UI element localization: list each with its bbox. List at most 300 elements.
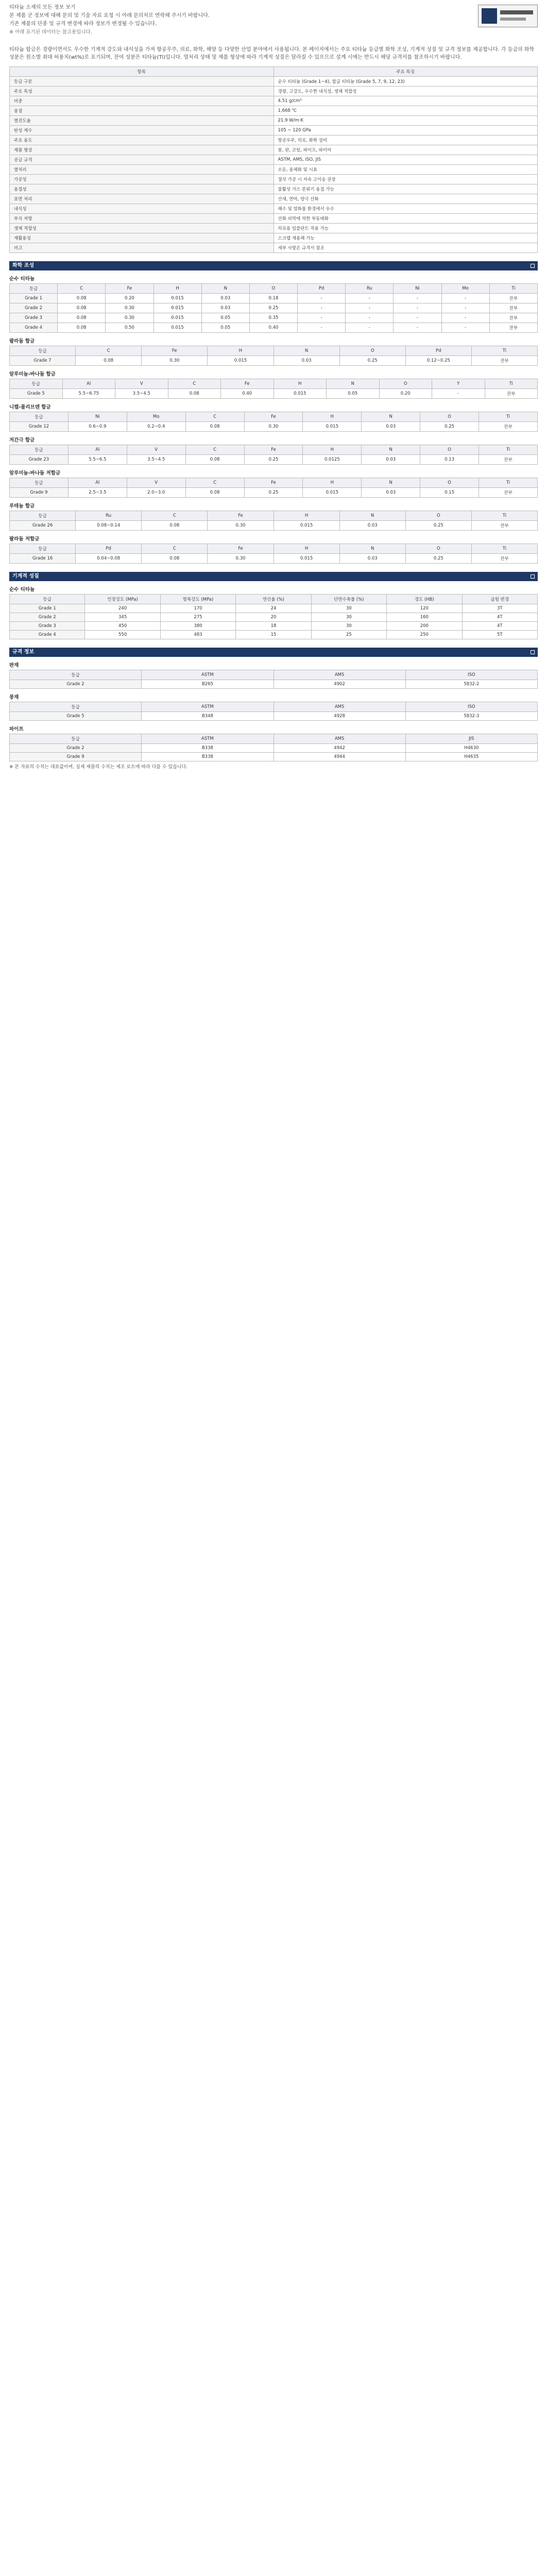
data-table xyxy=(9,283,538,333)
table-cell: 25 xyxy=(311,631,386,639)
column-header: V xyxy=(115,379,168,389)
table-header-row xyxy=(10,478,538,488)
data-table xyxy=(9,544,538,564)
column-header: N xyxy=(362,412,420,422)
table-cell: 0.015 xyxy=(153,323,201,333)
info-row xyxy=(10,184,538,194)
column-header: Fe xyxy=(142,346,208,356)
table-row xyxy=(10,303,538,313)
table-cell: 5.5~6.75 xyxy=(62,389,115,399)
column-header: H xyxy=(303,445,362,455)
info-key: 공급 규격 xyxy=(10,155,274,165)
column-header: N xyxy=(362,445,420,455)
column-header: Ni xyxy=(394,284,441,294)
column-header: Al xyxy=(68,445,127,455)
table-row xyxy=(10,712,538,721)
table-cell: Grade 9 xyxy=(10,488,69,498)
table-cell: Grade 4 xyxy=(10,631,85,639)
table-cell: 380 xyxy=(160,622,235,631)
column-header: C xyxy=(142,544,208,554)
table-row xyxy=(10,313,538,323)
table-cell: 240 xyxy=(85,604,160,613)
table-cell: 2.0~3.0 xyxy=(127,488,185,498)
column-header: Pd xyxy=(298,284,346,294)
table-cell: 250 xyxy=(387,631,462,639)
column-header: AMS xyxy=(274,670,405,680)
section-title: 기계적 성질 xyxy=(12,573,39,579)
table-cell: - xyxy=(394,303,441,313)
table-header-row xyxy=(10,445,538,455)
info-row xyxy=(10,224,538,233)
table-cell: 0.015 xyxy=(153,294,201,303)
subsection-title: 니켈-몰리브덴 합금 xyxy=(9,404,51,410)
column-header: C xyxy=(142,511,208,521)
column-header: C xyxy=(168,379,221,389)
intro-line-3: 기존 제품의 단종 및 규격 변경에 따라 정보가 변경될 수 있습니다. xyxy=(9,21,157,27)
column-header: H xyxy=(153,284,201,294)
table-cell: 0.20 xyxy=(379,389,432,399)
data-table xyxy=(9,670,538,689)
column-header: H xyxy=(303,478,362,488)
table-cell: - xyxy=(432,389,485,399)
subsection-title: 알루미늄-바나듐 저합금 xyxy=(9,470,61,476)
table-cell: 0.25 xyxy=(339,356,405,366)
info-key: 열처리 xyxy=(10,165,274,175)
table-cell: - xyxy=(298,323,346,333)
column-header: 등급 xyxy=(10,670,142,680)
subsection-title: 팔라듐 저합금 xyxy=(9,536,40,542)
table-cell: 0.08 xyxy=(142,521,208,531)
column-header: 등급 xyxy=(10,346,76,356)
column-header: 등급 xyxy=(10,284,58,294)
table-row xyxy=(10,294,538,303)
info-key: 비중 xyxy=(10,96,274,106)
column-header: O xyxy=(420,445,479,455)
table-cell: Grade 12 xyxy=(10,422,69,432)
info-value: 21.9 W/m·K xyxy=(274,116,538,126)
table-cell: 0.08 xyxy=(58,294,106,303)
table-cell: 잔부 xyxy=(489,303,537,313)
table-cell: 2.5~3.5 xyxy=(68,488,127,498)
intro-sub: ※ 아래 표기된 데이터는 참고용입니다. xyxy=(9,29,92,35)
table-cell: 잔부 xyxy=(479,455,538,465)
table-cell: 0.015 xyxy=(153,303,201,313)
column-header: Ti xyxy=(479,478,538,488)
info-row xyxy=(10,165,538,175)
table-cell: - xyxy=(346,323,394,333)
section-header[interactable] xyxy=(9,572,538,581)
column-header: Fe xyxy=(244,412,303,422)
intro-line-1: 티타늄 소재의 모든 정보 보기 xyxy=(9,5,76,10)
table-cell: 4944 xyxy=(274,753,405,761)
table-cell: Grade 26 xyxy=(10,521,76,531)
info-key: 부식 저항 xyxy=(10,214,274,224)
table-row xyxy=(10,604,538,613)
section-header[interactable] xyxy=(9,648,538,657)
section xyxy=(9,572,538,639)
table-row xyxy=(10,680,538,689)
table-cell: 0.6~0.9 xyxy=(68,422,127,432)
table-row xyxy=(10,521,538,531)
table-header-row xyxy=(10,670,538,680)
table-cell: Grade 3 xyxy=(10,622,85,631)
column-header: Ti xyxy=(471,511,537,521)
data-table xyxy=(9,734,538,761)
table-cell: - xyxy=(441,313,489,323)
table-cell: 0.03 xyxy=(362,455,420,465)
info-key: 주요 용도 xyxy=(10,135,274,145)
table-cell: Grade 7 xyxy=(10,356,76,366)
collapse-icon[interactable] xyxy=(531,650,535,654)
section-header[interactable] xyxy=(9,261,538,270)
table-cell: 0.05 xyxy=(327,389,380,399)
table-cell: 0.08 xyxy=(185,455,244,465)
table-cell: 3.5~4.5 xyxy=(115,389,168,399)
table-cell: 0.03 xyxy=(201,303,249,313)
table-cell: 170 xyxy=(160,604,235,613)
table-cell: - xyxy=(441,294,489,303)
table-cell: Grade 16 xyxy=(10,554,76,564)
column-header: 항복강도 (MPa) xyxy=(160,595,235,604)
info-value: 스크랩 재용해 가능 xyxy=(274,233,538,243)
table-cell: 4942 xyxy=(274,744,405,753)
info-value: 의료용 임플란트 적용 가능 xyxy=(274,224,538,233)
info-row xyxy=(10,175,538,184)
table-cell: B265 xyxy=(142,680,274,689)
table-cell: 잔부 xyxy=(489,323,537,333)
column-header: Fe xyxy=(244,478,303,488)
column-header: Ti xyxy=(471,346,537,356)
info-row xyxy=(10,204,538,214)
info-value: 절삭 가공 시 저속 고이송 권장 xyxy=(274,175,538,184)
table-cell: 0.015 xyxy=(274,554,339,564)
table-cell: Grade 2 xyxy=(10,303,58,313)
info-value: 봉, 판, 코일, 파이프, 와이어 xyxy=(274,145,538,155)
table-cell: 0.03 xyxy=(339,521,405,531)
info-value: 산화 피막에 의한 부동태화 xyxy=(274,214,538,224)
table-cell: 0.25 xyxy=(244,455,303,465)
table-cell: 200 xyxy=(387,622,462,631)
sections xyxy=(9,261,538,761)
table-cell: 483 xyxy=(160,631,235,639)
table-cell: 0.0125 xyxy=(303,455,362,465)
table-cell: Grade 5 xyxy=(10,712,142,721)
table-cell: 0.03 xyxy=(362,488,420,498)
table-cell: 0.20 xyxy=(106,294,153,303)
info-row xyxy=(10,96,538,106)
data-table xyxy=(9,702,538,721)
table-row xyxy=(10,422,538,432)
info-key: 가공성 xyxy=(10,175,274,184)
column-header: Ti xyxy=(489,284,537,294)
column-header: AMS xyxy=(274,734,405,744)
column-header: JIS xyxy=(405,734,537,744)
column-header: 등급 xyxy=(10,379,63,389)
column-header: AMS xyxy=(274,702,405,712)
table-cell: - xyxy=(346,294,394,303)
data-table xyxy=(9,412,538,432)
column-header: ASTM xyxy=(142,670,274,680)
table-cell: 0.08 xyxy=(58,303,106,313)
table-row xyxy=(10,613,538,622)
table-cell: 5.5~6.5 xyxy=(68,455,127,465)
column-header: Mo xyxy=(127,412,185,422)
column-header: ASTM xyxy=(142,734,274,744)
column-header: N xyxy=(339,544,405,554)
table-cell: 0.30 xyxy=(106,313,153,323)
info-value: 105 ~ 120 GPa xyxy=(274,126,538,135)
info-value: 4.51 g/cm³ xyxy=(274,96,538,106)
table-cell: - xyxy=(441,323,489,333)
column-header: O xyxy=(249,284,297,294)
column-header: H xyxy=(274,544,339,554)
table-cell: 0.12~0.25 xyxy=(405,356,471,366)
column-header: Ti xyxy=(479,412,538,422)
info-value: 세부 사항은 규격서 참조 xyxy=(274,243,538,253)
section xyxy=(9,648,538,761)
table-header-row xyxy=(10,284,538,294)
info-value: 1,668 ℃ xyxy=(274,106,538,116)
table-cell: H4630 xyxy=(405,744,537,753)
data-table xyxy=(9,346,538,366)
info-value: 순수 티타늄 (Grade 1~4), 합금 티타늄 (Grade 5, 7, 9, 12, 23) xyxy=(274,77,538,87)
table-cell: 0.08 xyxy=(168,389,221,399)
info-row xyxy=(10,77,538,87)
info-key: 탄성 계수 xyxy=(10,126,274,135)
info-row xyxy=(10,145,538,155)
subsection-title: 순수 티타늄 xyxy=(9,276,35,282)
info-key: 열전도율 xyxy=(10,116,274,126)
column-header: 단면수축률 (%) xyxy=(311,595,386,604)
table-header-row xyxy=(10,379,538,389)
column-header: O xyxy=(405,544,471,554)
column-header: N xyxy=(362,478,420,488)
info-value: 불활성 가스 분위기 용접 가능 xyxy=(274,184,538,194)
table-cell: 0.03 xyxy=(339,554,405,564)
table-cell: H4635 xyxy=(405,753,537,761)
table-cell: 0.015 xyxy=(274,521,339,531)
info-key: 내식성 xyxy=(10,204,274,214)
column-header: H xyxy=(303,412,362,422)
column-header: 연신율 (%) xyxy=(236,595,311,604)
data-table xyxy=(9,594,538,639)
table-cell: 18 xyxy=(236,622,311,631)
table-cell: 0.015 xyxy=(303,488,362,498)
table-cell: 0.015 xyxy=(274,389,327,399)
collapse-icon[interactable] xyxy=(531,264,535,268)
column-header: C xyxy=(58,284,106,294)
table-row xyxy=(10,622,538,631)
info-key: 용접성 xyxy=(10,184,274,194)
table-cell: 0.08 xyxy=(185,422,244,432)
table-cell: B348 xyxy=(142,712,274,721)
table-cell: 450 xyxy=(85,622,160,631)
table-cell: 0.08 xyxy=(76,356,142,366)
table-cell: 0.05 xyxy=(201,323,249,333)
section xyxy=(9,261,538,564)
table-cell: 0.015 xyxy=(208,356,274,366)
table-cell: - xyxy=(346,303,394,313)
info-key: 주요 특성 xyxy=(10,87,274,96)
info-value: 항공우주, 의료, 화학 설비 xyxy=(274,135,538,145)
table-cell: 잔부 xyxy=(471,356,537,366)
table-cell: 0.015 xyxy=(303,422,362,432)
table-cell: 4928 xyxy=(274,712,405,721)
column-header: Fe xyxy=(208,544,274,554)
column-header: Ru xyxy=(76,511,142,521)
column-header: O xyxy=(339,346,405,356)
table-cell: Grade 2 xyxy=(10,680,142,689)
table-cell: 0.08 xyxy=(142,554,208,564)
table-row xyxy=(10,356,538,366)
table-cell: - xyxy=(441,303,489,313)
table-row xyxy=(10,488,538,498)
table-cell: 0.13 xyxy=(420,455,479,465)
section-title: 규격 정보 xyxy=(12,649,35,655)
info-row xyxy=(10,214,538,224)
table-row xyxy=(10,389,538,399)
data-table xyxy=(9,445,538,465)
table-cell: 0.25 xyxy=(405,554,471,564)
column-header: C xyxy=(185,445,244,455)
column-header: 경도 (HB) xyxy=(387,595,462,604)
table-cell: 0.25 xyxy=(249,303,297,313)
column-header: ASTM xyxy=(142,702,274,712)
info-key: 등급 구분 xyxy=(10,77,274,87)
table-row xyxy=(10,744,538,753)
column-header: O xyxy=(379,379,432,389)
table-cell: 3T xyxy=(462,604,537,613)
column-header: Pd xyxy=(405,346,471,356)
column-header: O xyxy=(420,412,479,422)
footer-note: ※ 본 자료의 수치는 대표값이며, 실제 제품의 수치는 제조 로트에 따라 다를 수 있습니다. xyxy=(9,765,188,770)
table-cell: Grade 23 xyxy=(10,455,69,465)
table-row xyxy=(10,554,538,564)
table-row xyxy=(10,323,538,333)
column-header: 등급 xyxy=(10,734,142,744)
table-cell: - xyxy=(346,313,394,323)
column-header: O xyxy=(405,511,471,521)
table-cell: 5832-2 xyxy=(405,680,537,689)
table-cell: 0.04~0.08 xyxy=(76,554,142,564)
table-cell: 0.08 xyxy=(58,323,106,333)
column-header: O xyxy=(420,478,479,488)
company-logo xyxy=(478,5,538,27)
data-table xyxy=(9,478,538,498)
section-title: 화학 조성 xyxy=(12,263,35,268)
table-cell: B338 xyxy=(142,753,274,761)
table-cell: 30 xyxy=(311,622,386,631)
subsection-title: 판재 xyxy=(9,663,19,668)
table-cell: - xyxy=(298,294,346,303)
subsection-title: 루테늄 합금 xyxy=(9,503,35,509)
subsection-title: 파이프 xyxy=(9,726,24,732)
collapse-icon[interactable] xyxy=(531,574,535,579)
column-header: 등급 xyxy=(10,544,76,554)
subsection-title: 저간극 합금 xyxy=(9,437,35,443)
table-cell: 잔부 xyxy=(471,521,537,531)
column-header: N xyxy=(327,379,380,389)
table-cell: 잔부 xyxy=(489,294,537,303)
info-row xyxy=(10,87,538,96)
column-header: Al xyxy=(68,478,127,488)
info-key: 재활용성 xyxy=(10,233,274,243)
table-cell: 0.30 xyxy=(208,521,274,531)
info-value: 주요 특징 xyxy=(274,67,538,77)
column-header: V xyxy=(127,478,185,488)
table-cell: Grade 1 xyxy=(10,294,58,303)
page xyxy=(0,0,547,781)
table-cell: 0.15 xyxy=(420,488,479,498)
column-header: Pd xyxy=(76,544,142,554)
column-header: 등급 xyxy=(10,445,69,455)
info-value: 해수 및 염화물 환경에서 우수 xyxy=(274,204,538,214)
column-header: Al xyxy=(62,379,115,389)
column-header: N xyxy=(274,346,339,356)
info-key: 제품 형상 xyxy=(10,145,274,155)
table-cell: 4T xyxy=(462,613,537,622)
table-cell: 345 xyxy=(85,613,160,622)
subsection-title: 순수 티타늄 xyxy=(9,587,35,592)
column-header: 굽힘 반경 xyxy=(462,595,537,604)
table-cell: 15 xyxy=(236,631,311,639)
subsection-title: 팔라듐 합금 xyxy=(9,338,35,344)
table-cell: 잔부 xyxy=(485,389,538,399)
table-cell: Grade 5 xyxy=(10,389,63,399)
table-cell: Grade 3 xyxy=(10,313,58,323)
column-header: 등급 xyxy=(10,478,69,488)
column-header: C xyxy=(185,412,244,422)
column-header: 인장강도 (MPa) xyxy=(85,595,160,604)
info-value: 경량, 고강도, 우수한 내식성, 생체 적합성 xyxy=(274,87,538,96)
column-header: H xyxy=(274,379,327,389)
table-cell: 0.015 xyxy=(153,313,201,323)
column-header: H xyxy=(274,511,339,521)
table-cell: Grade 2 xyxy=(10,744,142,753)
info-row xyxy=(10,243,538,253)
table-cell: 0.40 xyxy=(221,389,274,399)
table-header-row xyxy=(10,734,538,744)
table-row xyxy=(10,753,538,761)
table-cell: 0.03 xyxy=(201,294,249,303)
column-header: 등급 xyxy=(10,412,69,422)
table-cell: Grade 4 xyxy=(10,323,58,333)
column-header: Fe xyxy=(244,445,303,455)
table-cell: 0.05 xyxy=(201,313,249,323)
info-row xyxy=(10,106,538,116)
data-table xyxy=(9,379,538,399)
table-cell: B338 xyxy=(142,744,274,753)
intro xyxy=(9,4,538,44)
intro-line-2: 본 제품 군 정보에 대해 문의 및 기술 자료 요청 시 아래 문의처로 연락해 주시기 바랍니다. xyxy=(9,13,210,19)
column-header: H xyxy=(208,346,274,356)
table-header-row xyxy=(10,412,538,422)
table-cell: 0.35 xyxy=(249,313,297,323)
table-cell: 30 xyxy=(311,613,386,622)
table-cell: 160 xyxy=(387,613,462,622)
table-cell: 0.50 xyxy=(106,323,153,333)
column-header: ISO xyxy=(405,670,537,680)
table-cell: 잔부 xyxy=(489,313,537,323)
info-row xyxy=(10,194,538,204)
column-header: Ti xyxy=(471,544,537,554)
column-header: 등급 xyxy=(10,702,142,712)
info-row xyxy=(10,126,538,135)
table-cell: Grade 9 xyxy=(10,753,142,761)
table-cell: 120 xyxy=(387,604,462,613)
table-cell: 잔부 xyxy=(479,488,538,498)
info-row xyxy=(10,116,538,126)
